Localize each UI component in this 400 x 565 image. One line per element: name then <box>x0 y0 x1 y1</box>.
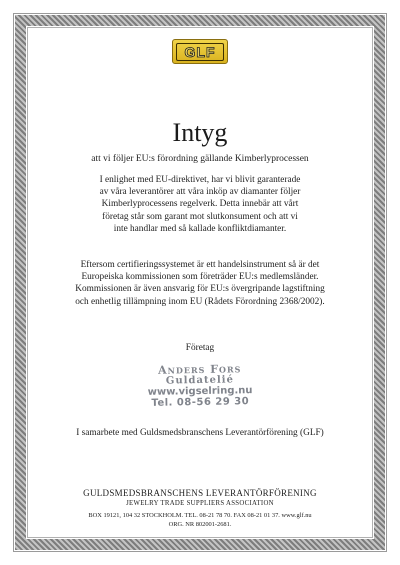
cooperation-statement: I samarbete med Guldsmedsbranschens Leverantörförening (GLF) <box>76 428 324 438</box>
stamp-name: Anders Fors <box>157 362 242 377</box>
paragraph-line: Kimberlyprocessens regelverk. Detta innebär att vårt <box>101 199 299 210</box>
paragraph-line: Europeiska kommissionen som företräder EU:s medlemsländer. <box>81 272 319 283</box>
paragraph-line: av våra leverantörer att våra inköp av diamanter följer <box>99 187 301 198</box>
glf-logo <box>172 39 228 64</box>
paragraph-line: och enhetlig tillämpning inom EU (Rådets Förordning 2368/2002). <box>75 296 325 307</box>
paragraph-line: Kommissionen är även ansvarig för EU:s övergripande lagstiftning <box>75 284 325 295</box>
paragraph-line: Eftersom certifieringssystemet är ett handelsinstrument så är det <box>80 260 320 270</box>
glf-logo-text: GLF <box>176 43 224 61</box>
document-title: Intyg <box>172 118 228 147</box>
company-stamp <box>135 363 266 409</box>
certificate-body <box>28 28 372 537</box>
paragraph-commission <box>28 259 372 308</box>
company-label: Företag <box>185 343 215 353</box>
paragraph-line: inte handlar med så kallade konfliktdiamanter. <box>113 223 287 234</box>
footer-org-name-english: JEWELRY TRADE SUPPLIERS ASSOCIATION <box>126 500 274 507</box>
footer-org-number: ORG. NR 802001-2681. <box>168 521 232 528</box>
paragraph-line: I enlighet med EU-direktivet, har vi blivit garanterade <box>99 175 301 185</box>
stamp-web: www.vigselring.nu <box>147 385 253 398</box>
document-subtitle: att vi följer EU:s förordning gällande Kimberlyprocessen <box>91 154 309 164</box>
paragraph-line: företag står som garant mot slutkonsument och att vi <box>102 211 298 222</box>
stamp-phone: Tel. 08-56 29 30 <box>151 396 250 409</box>
footer-address: BOX 19121, 104 32 STOCKHOLM. TEL. 08-21 78 70. FAX 08-21 01 37. www.glf.nu <box>88 512 312 519</box>
paragraph-guarantee <box>28 174 372 235</box>
stamp-firm: Guldatelié <box>165 374 235 387</box>
footer-org-name: GULDSMEDSBRANSCHENS LEVERANTÖRFÖRENING <box>83 488 317 498</box>
